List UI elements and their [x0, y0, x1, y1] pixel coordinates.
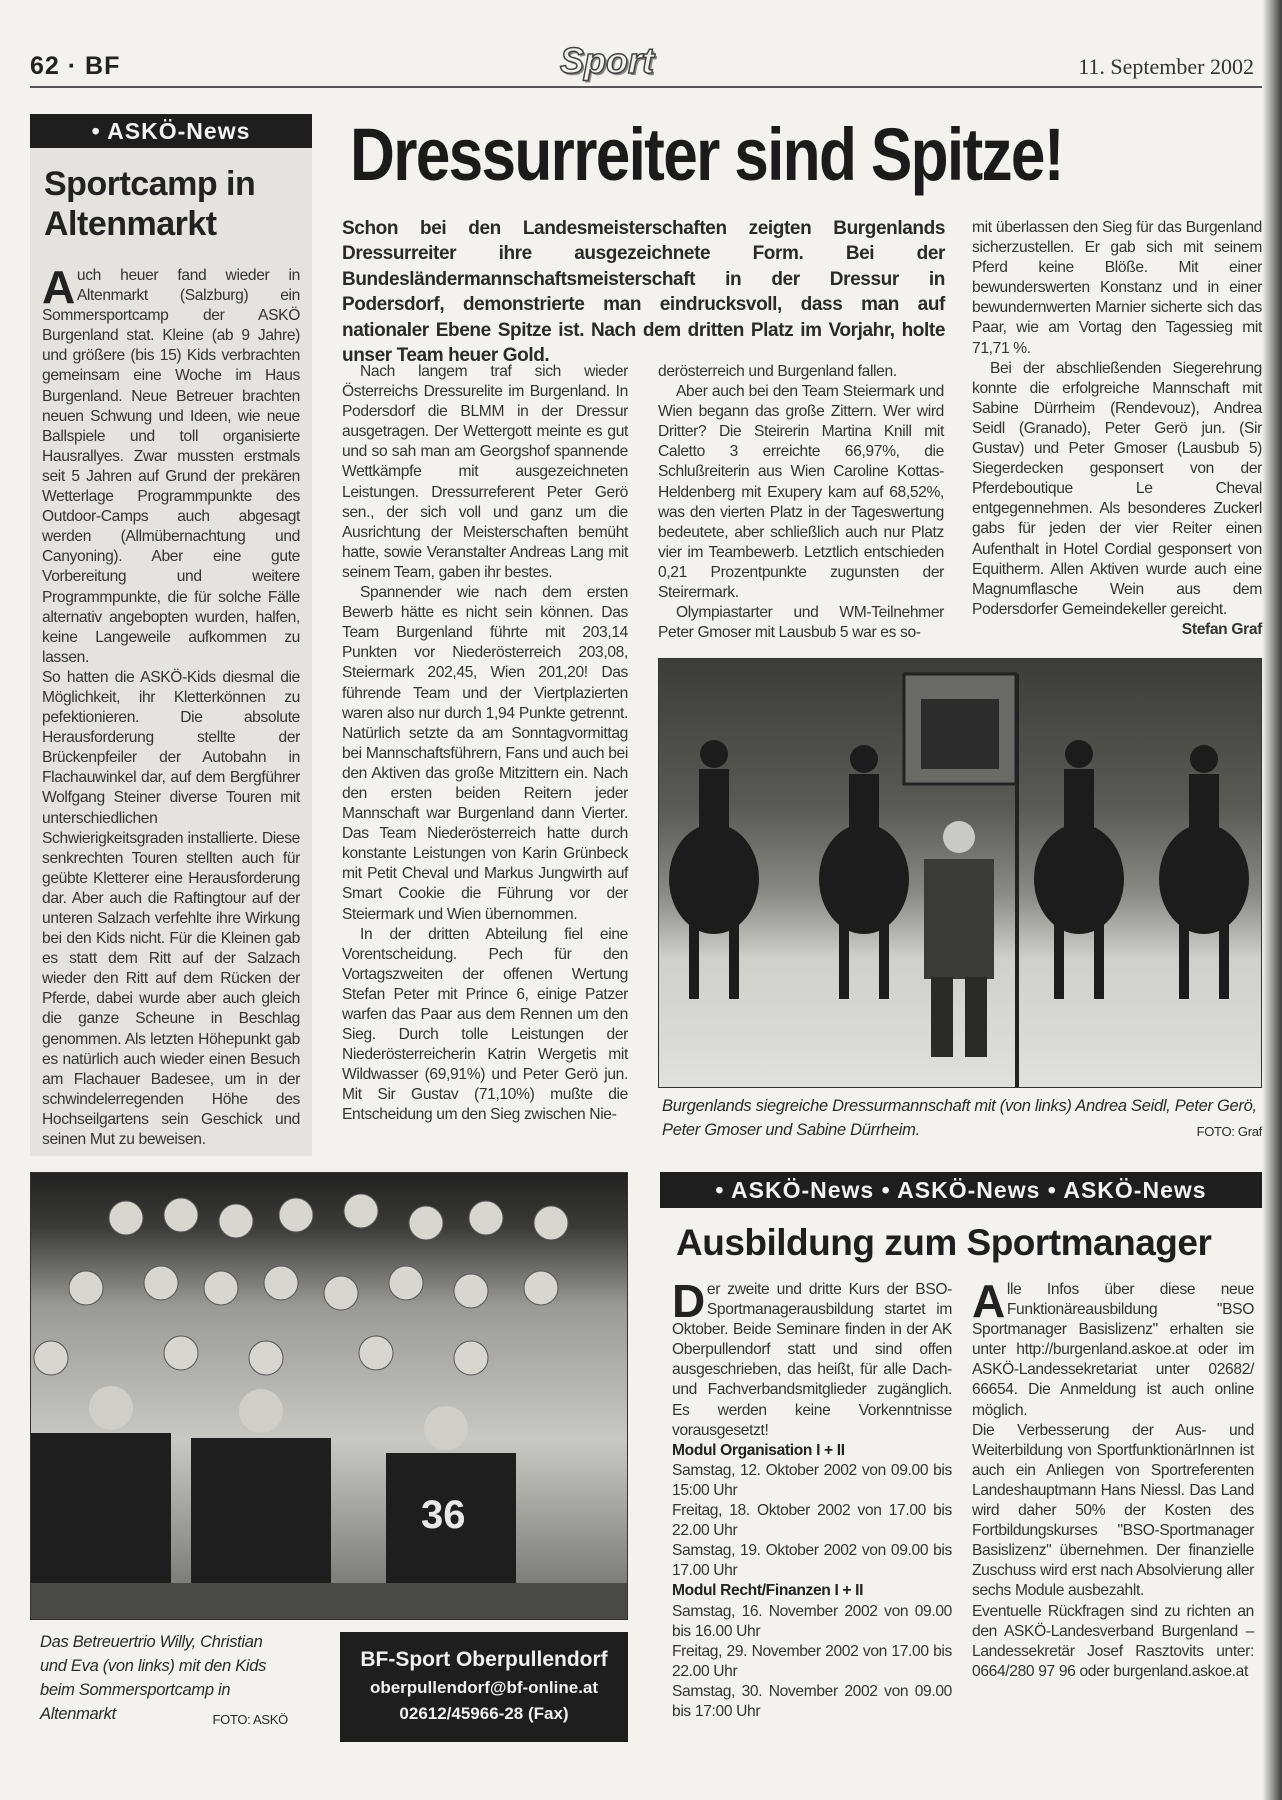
sportmanager-title: Ausbildung zum Sportmanager: [676, 1222, 1212, 1263]
module-date: Samstag, 19. Oktober 2002 von 09.00 bis 17.00 Uhr: [672, 1542, 952, 1580]
bf-sport-contact-box: [340, 1632, 628, 1742]
sportmanager-column-1: [672, 1275, 952, 1722]
module-title: Modul Organisation I + II: [672, 1441, 845, 1459]
paragraph: er zweite und dritte Kurs der BSO-Sportmanagerausbildung startet im Oktober. Beide Seminare finden in der AK Oberpullendorf statt und sind offen ausgeschrieben, das heißt, für alle Dach- und Fachverbandsmitglieder zugänglich. Es werden keine Vorkenntnisse vorausgesetzt!: [672, 1281, 952, 1439]
photo-credit: FOTO: Graf: [1196, 1124, 1262, 1139]
module-date: Samstag, 16. November 2002 von 09.00 bis 16.00 Uhr: [672, 1602, 952, 1640]
paragraph: Aber auch bei den Team Steiermark und Wien begann das große Zittern. Wer wird Dritter? Die Steirerin Martina Knill mit Caletto 3 erreichte 66,97%, die Schlußreiterin aus Wien Caroline Kottas-Heldenberg mit Exupery kam auf 68,52%, was den vierten Platz in der Tageswertung bedeutete, aber schließlich auch nur Platz vier im Teambewerb. Letztlich entschieden 0,21 Prozentpunkte zugunsten der Steirermark.: [658, 383, 944, 602]
paragraph: uch heuer fand wieder in Altenmarkt (Salzburg) ein Sommersportcamp der ASKÖ Burgenland stat. Kleine (ab 9 Jahre) und größere (bis 15) Kids verbrachten gemeinsam eine Woche im Haus Burgenland. Neue Betreuer brachten neuen Schwung und Ideen, wie neue Ballspiele und toll organisierte Hausrallyes. Zwar mussten erstmals seit 5 Jahren auf Grund der prekären Wetterlage Programmpunkte des Outdoor-Camps auch abgesagt werden (Allmübernachtung und Canyoning). Aber eine gute Vorbereitung und weitere Programmpunkte, die für solche Fälle alternativ angebopten wurden, halfen, keine Langeweile aufkommen zu lassen.: [42, 267, 300, 666]
caption-text: Burgenlands siegreiche Dressurmannschaft mit (von links) Andrea Seidl, Peter Gerö, Peter Gmoser und Sabine Dürrheim.: [662, 1097, 1257, 1139]
sidebar-article: [30, 114, 312, 1156]
module-date: Freitag, 29. November 2002 von 17.00 bis 22.00 Uhr: [672, 1642, 952, 1680]
paragraph: Nach langem traf sich wieder Österreichs Dressurelite im Burgenland. In Podersdorf die BLMM in der Dressur ausgetragen. Der Wettergott meinte es gut und so sah man am Georgshof spannende Wettkämpfe mit ausgezeichneten Leistungen. Dressurreferent Peter Gerö sen., der sich voll und ganz um die Ausrichtung der Meisterschaften bemüht hatte, sowie Veranstalter Andreas Lang mit seinem Team, gaben ihr bestes.: [342, 363, 628, 581]
lead-paragraph: Schon bei den Landesmeisterschaften zeigten Burgenlands Dressurreiter ihre ausgezeichnete Form. Bei der Bundesländermannschaftsmeisterschaft in der Dressur in Podersdorf, demonstrierte man eindrucksvoll, dass man auf nationaler Ebene Spitze ist. Nach dem dritten Platz im Vorjahr, holte unser Team heuer Gold.: [342, 218, 945, 367]
photo-credit: FOTO: ASKÖ: [212, 1712, 288, 1727]
askoe-news-banner-repeat: • ASKÖ-News • ASKÖ-News • ASKÖ-News: [660, 1172, 1262, 1208]
sidebar-body: [30, 244, 312, 1150]
paragraph: In der dritten Abteilung fiel eine Vorentscheidung. Pech für den Vortagszweiten der offenen Wertung Stefan Peter mit Prince 6, einige Patzer warfen das Paar aus dem Rennen um den Sieg. Durch tolle Leistungen der Niederösterreicherin Katrin Wergetis mit Wildwasser (69,91%) und Peter Gerö jun. Mit Sir Gustav (71,10%) mußte die Entscheidung um den Sieg zwischen Nie-: [342, 925, 628, 1124]
author-byline: Stefan Graf: [1181, 620, 1262, 638]
module-date: Samstag, 12. Oktober 2002 von 09.00 bis 15:00 Uhr: [672, 1461, 952, 1499]
module-date: Samstag, 30. November 2002 von 09.00 bis 17:00 Uhr: [672, 1682, 952, 1720]
sidebar-title: Sportcamp in Altenmarkt: [44, 165, 256, 243]
sportmanager-column-2: [972, 1275, 1254, 1682]
dressage-photo-caption: [662, 1094, 1262, 1144]
caption-text: Das Betreuertrio Willy, Christian und Eva (von links) mit den Kids beim Sommersportcamp in Altenmarkt: [40, 1633, 267, 1723]
office-name: BF-Sport Oberpullendorf: [360, 1648, 608, 1671]
fax-number: 02612/45966-28 (Fax): [399, 1704, 569, 1723]
module-date: Freitag, 18. Oktober 2002 von 17.00 bis 22.00 Uhr: [672, 1502, 952, 1540]
header-rule: [30, 86, 1262, 88]
drop-cap: A: [972, 1275, 1005, 1327]
kids-photo-illustration: [31, 1173, 628, 1620]
module-title: Modul Recht/Finanzen I + II: [672, 1582, 864, 1600]
paragraph: Spannender wie nach dem ersten Bewerb hätte es nicht sein können. Das Team Burgenland führte mit 203,14 Punkten vor Niederösterreich 203,08, Steiermark 202,45, Wien 201,20! Das führende Team und der Viertplazierten waren also nur durch 1,94 Punkte getrennt. Natürlich setzte da am Sonntagvormittag bei Mannschaftsführern, Fans und auch bei den Aktiven das große Mitzittern ein. Nach den ersten beiden Reitern jeder Mannschaft war Burgenland dann Vierter. Das Team Niederösterreich hatte durch konstante Leistungen von Karin Grünbeck mit Petit Cheval und Markus Jungwirth auf Smart Cookie die Führung vor der Steiermark und Wien übernommen.: [342, 584, 628, 923]
issue-date: 11. September 2002: [1078, 54, 1254, 79]
dressage-team-photo: [658, 658, 1262, 1088]
article-column-1: [342, 362, 628, 1126]
dressage-photo-illustration: [659, 659, 1262, 1088]
paragraph: Eventuelle Rückfragen sind zu richten an den ASKÖ-Landesverband Burgenland – Landessekretär Josef Rasztovits unter: 0664/280 97 96 oder burgenland.askoe.at: [972, 1602, 1254, 1680]
paragraph: mit überlassen den Sieg für das Burgenland sicherzustellen. Er gab sich mit seinem Pferd keine Blöße. Mit einer bewunderswerten Konstanz und in einer bewundernwerten Marnier sicherte sich das Paar, wie am Vortag den Tagessieg mit 71,71 %.: [972, 219, 1262, 357]
contact-email[interactable]: oberpullendorf@bf-online.at: [369, 1678, 599, 1697]
page-number: 62 · BF: [30, 52, 121, 80]
paragraph: Olympiastarter und WM-Teilnehmer Peter Gmoser mit Lausbub 5 war es so-: [658, 604, 944, 642]
paragraph: So hatten die ASKÖ-Kids diesmal die Möglichkeit, ihr Kletterkönnen zu pefektionieren. Die absolute Herausforderung stellte der Brückenpfeiler der Autobahn in Flachauwinkel dar, auf dem Bergführer Wolfgang Steiner diverse Touren mit unterschiedlichen Schwierigkeitsgraden installierte. Diese senkrechten Touren stellten auch für geübte Kletterer eine Herausforderung dar. Aber auch die Raftingtour auf der unteren Salzach verfehlte ihre Wirkung bei den Kids nicht. Für die Kleinen gab es statt dem Ritt auf der Salzach wieder den Ritt auf dem Rücken der Pferde, dabei wurde aber auch gleich die ganze Scheune in Beschlag genommen. Als letzten Höhepunkt gab es natürlich auch wieder einen Besuch am Flachauer Badesee, um in der schwindelerregenden Höhe des Hochseilgartens sein Geschick und seinen Mut zu beweisen.: [42, 668, 300, 1149]
section-title: Sport: [560, 40, 654, 81]
main-headline: Dressurreiter sind Spitze!: [350, 113, 1063, 196]
shirt-number: 36: [421, 1493, 466, 1537]
paragraph: Die Verbesserung der Aus- und Weiterbildung von SportfunktionärInnen ist auch ein Anliegen von Sportreferenten Landeshauptmann Hans Niessl. Das Land wird daher 50% der Kosten des Fortbildungskurses "BSO-Sportmanager Basislizenz" übernehmen. Der finanzielle Zuschuss wird erst nach Absolvierung aller sechs Module ausbezahlt.: [972, 1421, 1254, 1600]
askoe-news-banner: • ASKÖ-News: [30, 114, 312, 148]
paragraph: derösterreich und Burgenland fallen.: [658, 363, 897, 380]
article-column-2: [658, 362, 944, 643]
paragraph: lle Infos über diese neue Funktionäreausbildung "BSO Sportmanager Basislizenz" erhalten sie unter http://burgenland.askoe.at oder im ASKÖ-Landessekretariat unter 02682/ 66654. Die Anmeldung ist auch online möglich.: [972, 1281, 1254, 1419]
drop-cap: A: [42, 261, 75, 313]
kids-photo-caption: [40, 1630, 288, 1732]
paragraph: Bei der abschließenden Siegerehrung konnte die erfolgreiche Mannschaft mit Sabine Dürrheim (Rendevouz), Andrea Seidl (Granado), Peter Gerö jun. (Sir Gustav) und Peter Gmoser (Lausbub 5) Siegerdecken gesponsert von der Pferdeboutique Le Cheval entgegennehmen. Als besonderes Zuckerl gabs für jeden der vier Reiter einen Aufenthalt in Hotel Cordial gesponsert von Equitherm. Allen Aktiven wurde auch eine Magnumflasche Wein aus dem Podersdorfer Gemeindekeller gereicht.: [972, 359, 1262, 618]
page-fold-shadow: [1262, 0, 1282, 1800]
drop-cap: D: [672, 1275, 705, 1327]
article-column-3: [972, 218, 1262, 640]
sportcamp-kids-photo: [30, 1172, 628, 1620]
